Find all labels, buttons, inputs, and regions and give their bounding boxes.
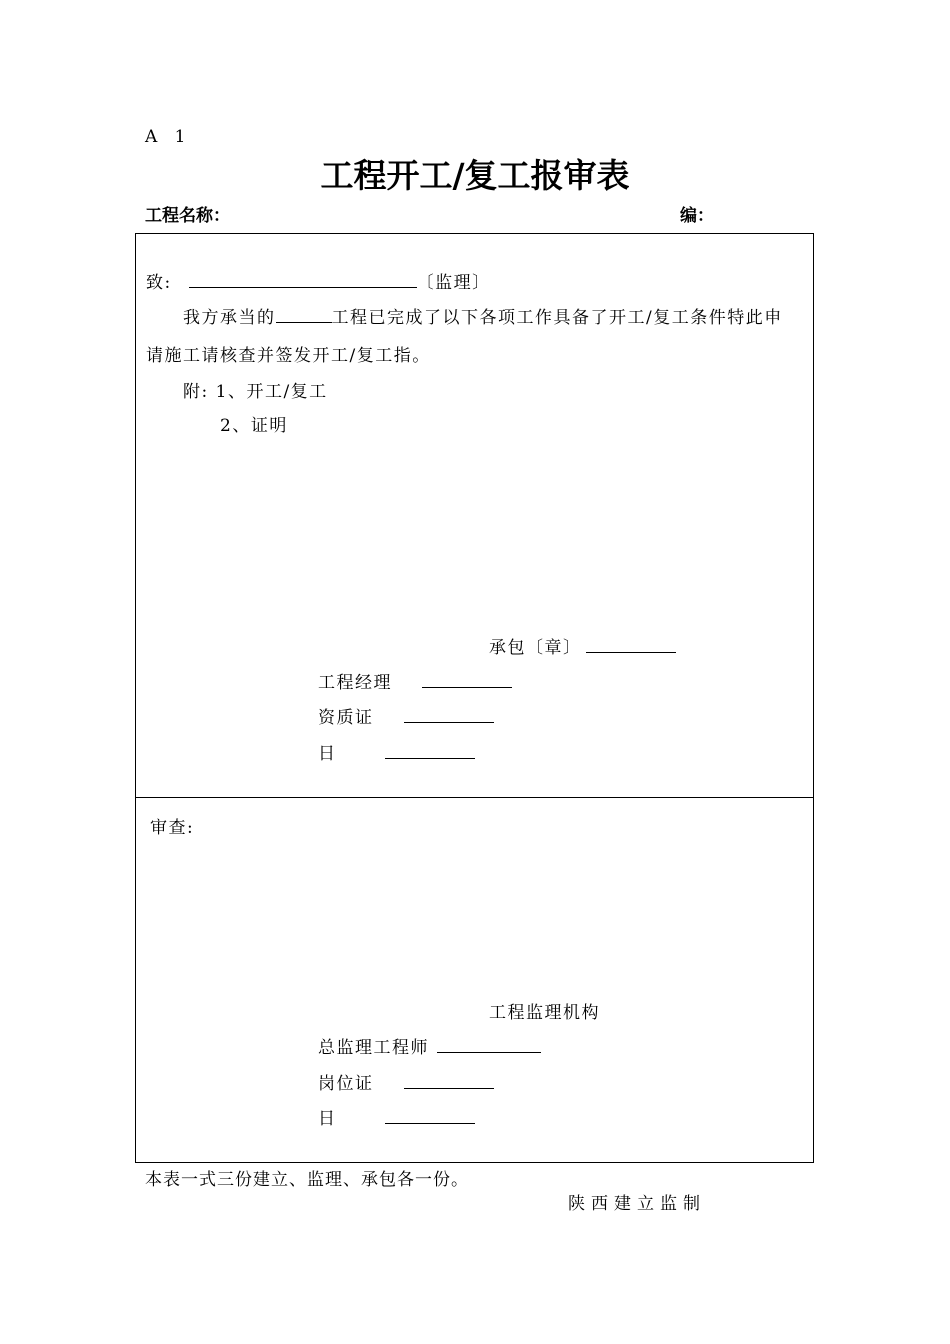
- body-line-2: 请施工请核查并签发开工/复工指。: [146, 346, 431, 366]
- contractor-seal-line: [489, 633, 676, 658]
- review-label: 审查:: [150, 818, 195, 838]
- addressee-blank[interactable]: [189, 270, 417, 288]
- attachment-1: 附: 1、开工/复工: [183, 382, 328, 402]
- maker-label: 陕西建立监制: [568, 1194, 706, 1214]
- addressee-suffix: 〔监理〕: [416, 273, 491, 293]
- page-title: 工程开工/复工报审表: [320, 156, 630, 195]
- addressee-line: [146, 268, 491, 293]
- chief-engineer-label: 总监理工程师: [318, 1038, 429, 1058]
- to-label: 致:: [146, 273, 172, 293]
- project-manager-blank[interactable]: [422, 670, 512, 688]
- post-cert-blank[interactable]: [404, 1071, 494, 1089]
- form-code: A 1: [145, 127, 192, 147]
- body-line-1-a: 我方承当的: [183, 308, 276, 328]
- chief-engineer-line: [318, 1033, 541, 1058]
- review-date-blank[interactable]: [385, 1106, 475, 1124]
- review-section: [135, 797, 814, 1163]
- contractor-seal-blank[interactable]: [586, 635, 676, 653]
- application-date-blank[interactable]: [385, 741, 475, 759]
- application-date-line: [318, 739, 475, 764]
- body-line-1: [183, 303, 783, 328]
- footnote: 本表一式三份建立、监理、承包各一份。: [145, 1170, 469, 1190]
- qualification-label: 资质证: [318, 708, 374, 728]
- review-date-label: 日: [318, 1109, 337, 1129]
- contractor-seal-label: 承包〔章〕: [489, 638, 582, 658]
- qualification-blank[interactable]: [404, 705, 494, 723]
- project-manager-line: [318, 668, 512, 693]
- attachment-2: 2、证明: [220, 416, 288, 436]
- review-date-line: [318, 1104, 475, 1129]
- supervision-org-label: 工程监理机构: [489, 1003, 600, 1023]
- project-blank[interactable]: [276, 305, 332, 323]
- application-date-label: 日: [318, 744, 337, 764]
- project-name-label: 工程名称：: [145, 206, 230, 226]
- chief-engineer-blank[interactable]: [437, 1035, 541, 1053]
- project-manager-label: 工程经理: [318, 673, 392, 693]
- number-label: 编：: [680, 206, 714, 226]
- post-cert-label: 岗位证: [318, 1074, 374, 1094]
- body-line-1-b: 工程已完成了以下各项工作具备了开工/复工条件特此申: [331, 308, 783, 328]
- qualification-line: [318, 703, 494, 728]
- post-cert-line: [318, 1069, 494, 1094]
